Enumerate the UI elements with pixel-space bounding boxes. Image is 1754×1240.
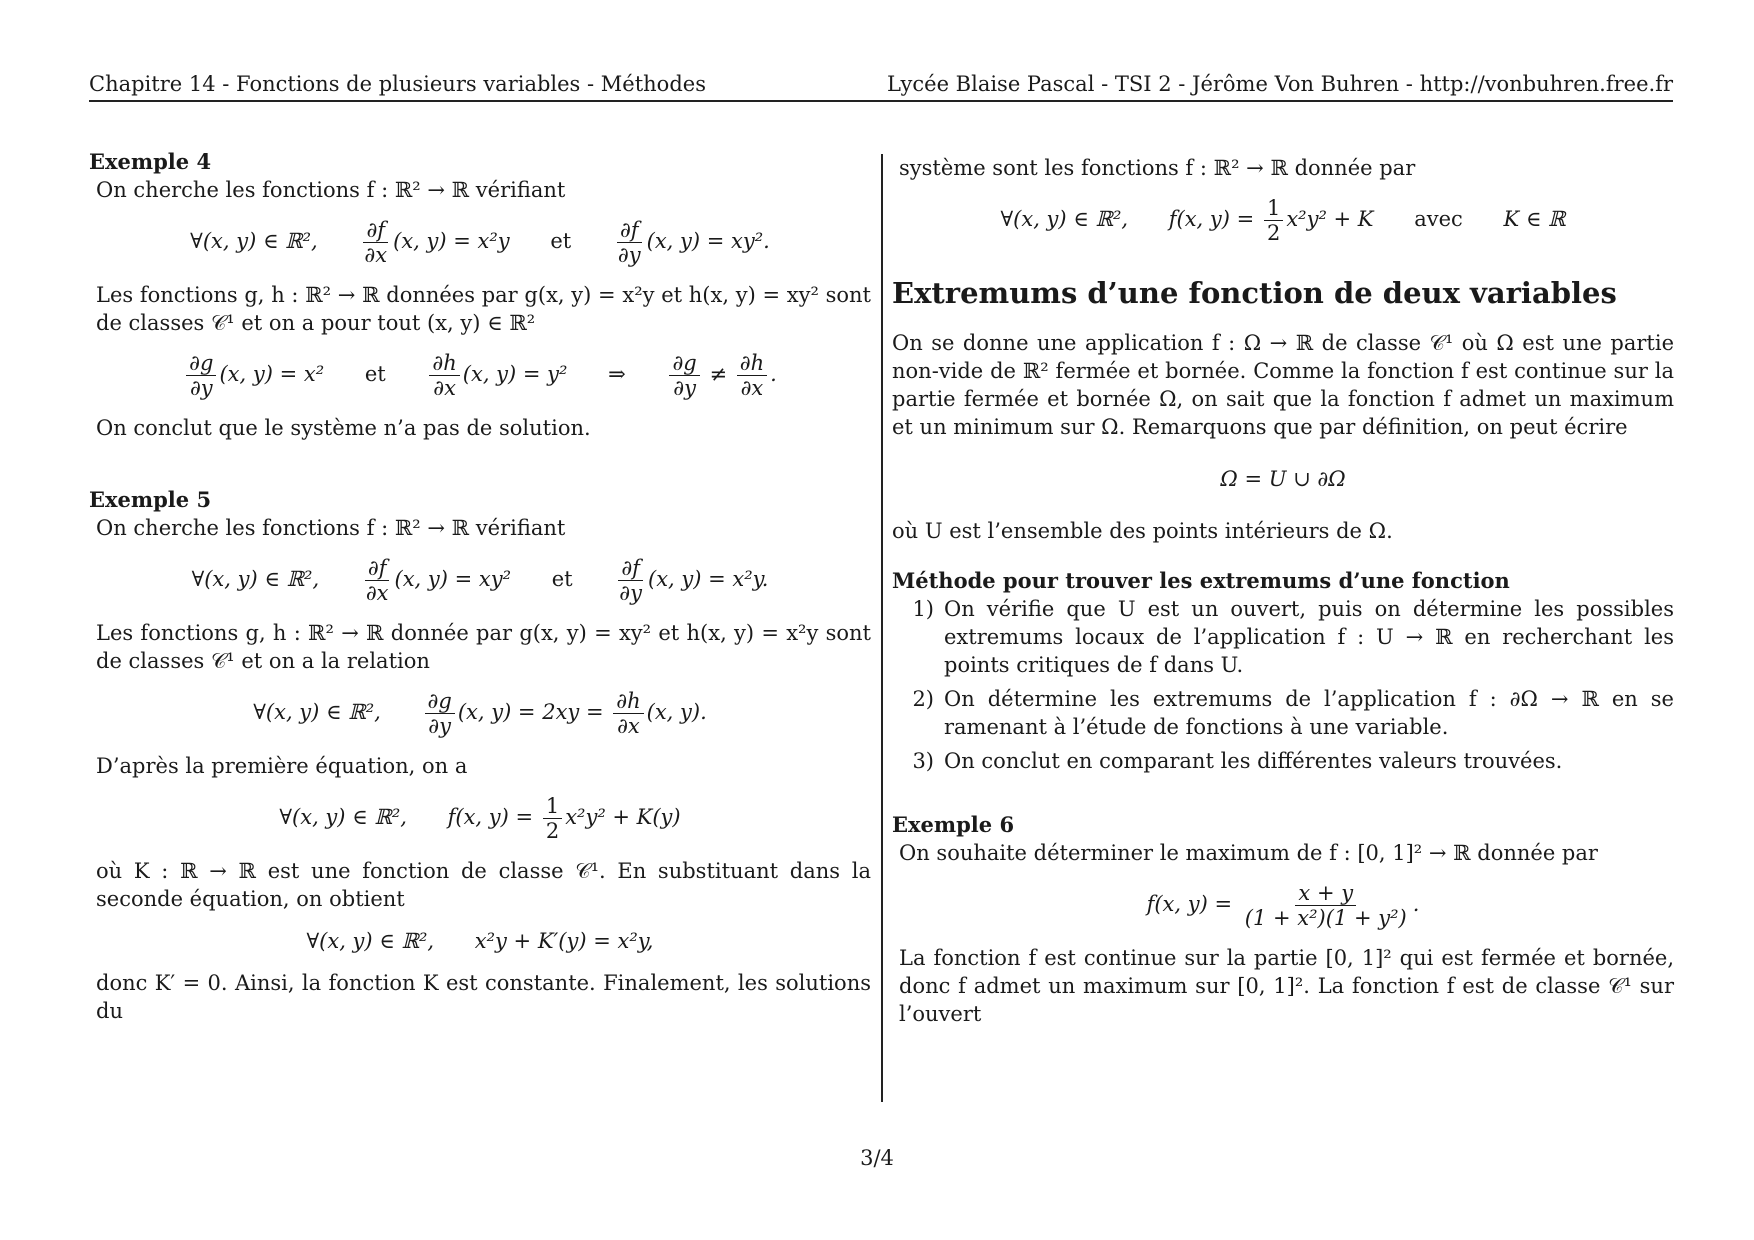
section-equation: Ω = U ∪ ∂Ω: [1220, 467, 1346, 491]
example-4-paragraph: Les fonctions g, h : ℝ² → ℝ données par g(x, y) = x²y et h(x, y) = xy² sont de classes 𝒞¹ et on a pour tout (x, y) ∈ ℝ²: [96, 283, 871, 335]
column-divider: [881, 154, 883, 1102]
header-left: Chapitre 14 - Fonctions de plusieurs variables - Méthodes: [89, 72, 706, 96]
page-number: 3/4: [860, 1146, 894, 1170]
example-5-intro: On cherche les fonctions f : ℝ² → ℝ vérifiant: [96, 516, 566, 540]
example-6-title: Exemple 6: [892, 812, 1015, 837]
example-5-paragraph-2: D’après la première équation, on a: [96, 754, 468, 778]
example-4-system: ∀(x, y) ∈ ℝ², $\frac{\partial f}{\partial x}$ (x, y) = x²y et $\frac{\partial f}{\partial y}$ (x, y) = xy².: [190, 218, 770, 267]
continuation-solution: ∀(x, y) ∈ ℝ², f(x, y) = $\frac{1}{2}$ x²y² + K avec K ∈ ℝ: [1000, 196, 1566, 245]
section-paragraph-2: où U est l’ensemble des points intérieurs de Ω.: [892, 519, 1393, 543]
example-5-substitution: ∀(x, y) ∈ ℝ², x²y + K′(y) = x²y,: [306, 929, 654, 953]
header-rule: [89, 100, 1673, 102]
example-6-intro: On souhaite déterminer le maximum de f : [0, 1]² → ℝ donnée par: [899, 841, 1598, 865]
example-5-relation: ∀(x, y) ∈ ℝ², $\frac{\partial g}{\partial y}$ (x, y) = 2xy = $\frac{\partial h}{\partial x}$ (x, y).: [253, 689, 707, 738]
method-item: 1) On vérifie que U est un ouvert, puis on détermine les possibles extremums locaux de l’application f : U → ℝ en recherchant les points critiques de f dans U.: [912, 597, 1674, 677]
method-title: Méthode pour trouver les extremums d’une fonction: [892, 568, 1510, 593]
example-4-intro: On cherche les fonctions f : ℝ² → ℝ vérifiant: [96, 178, 566, 202]
method-list: [892, 595, 1674, 775]
right-column: [892, 154, 1674, 1028]
method-item: 3) On conclut en comparant les différentes valeurs trouvées.: [912, 749, 1563, 773]
example-4-conclusion: On conclut que le système n’a pas de solution.: [96, 416, 591, 440]
header-right: Lycée Blaise Pascal - TSI 2 - Jérôme Von Buhren - http://vonbuhren.free.fr: [886, 72, 1673, 96]
example-5-paragraph-1: Les fonctions g, h : ℝ² → ℝ donnée par g(x, y) = xy² et h(x, y) = x²y sont de classes 𝒞¹ et on a la relation: [96, 621, 871, 673]
example-6-function: f(x, y) = $\frac{x + y}{\text{(1 + x²)(1 + y²)}}$ .: [1146, 881, 1420, 930]
method-item: 2) On détermine les extremums de l’application f : ∂Ω → ℝ en se ramenant à l’étude de fonctions à une variable.: [912, 687, 1674, 739]
example-6-paragraph: La fonction f est continue sur la partie [0, 1]² qui est fermée et bornée, donc f admet un maximum sur [0, 1]². La fonction f est de classe 𝒞¹ sur l’ouvert: [899, 946, 1674, 1026]
example-4-derivatives: $\frac{\partial g}{\partial y}$ (x, y) = x² et $\frac{\partial h}{\partial x}$ (x, y) = y² ⇒ $\frac{\partial g}{\partial y}$ ≠ $\frac{\partial h}{\partial x}$ .: [89, 351, 871, 400]
example-5-paragraph-4: donc K′ = 0. Ainsi, la fonction K est constante. Finalement, les solutions du: [96, 971, 871, 1023]
example-5-system: ∀(x, y) ∈ ℝ², $\frac{\partial f}{\partial x}$ (x, y) = xy² et $\frac{\partial f}{\partial y}$ (x, y) = x²y.: [191, 556, 769, 605]
example-5-integration: ∀(x, y) ∈ ℝ², f(x, y) = $\frac{1}{2}$ x²y² + K(y): [279, 794, 681, 843]
example-5-paragraph-3: où K : ℝ → ℝ est une fonction de classe 𝒞¹. En substituant dans la seconde équation, on obtient: [96, 859, 871, 911]
left-column: [89, 148, 871, 1025]
section-title: Extremums d’une fonction de deux variables: [892, 276, 1617, 310]
example-5-title: Exemple 5: [89, 487, 212, 512]
continuation-text: système sont les fonctions f : ℝ² → ℝ donnée par: [899, 156, 1416, 180]
example-4-title: Exemple 4: [89, 149, 212, 174]
section-paragraph-1: On se donne une application f : Ω → ℝ de classe 𝒞¹ où Ω est une partie non-vide de ℝ² fermée et bornée. Comme la fonction f est continue sur la partie fermée et bornée Ω, on sait que la fonction f admet un maximum et un minimum sur Ω. Remarquons que par définition, on peut écrire: [892, 331, 1674, 439]
